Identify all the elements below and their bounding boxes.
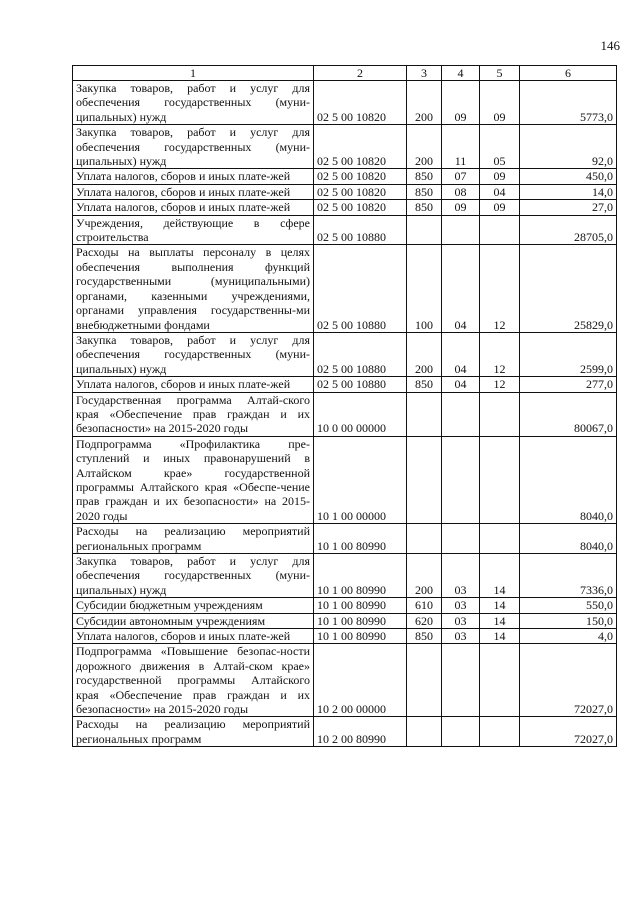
row-name: Уплата налогов, сборов и иных плате-жей	[73, 629, 314, 644]
row-name: Уплата налогов, сборов и иных плате-жей	[73, 184, 314, 199]
row-expense-type: 200	[407, 81, 442, 125]
row-name: Государственная программа Алтай-ского края «Обеспечение прав граждан и их безопасности» на 2015-2020 годы	[73, 392, 314, 436]
table-row	[73, 245, 617, 332]
row-subsection: 14	[480, 613, 520, 628]
row-section: 09	[442, 81, 480, 125]
row-code: 02 5 00 10880	[314, 245, 407, 332]
header-col-1: 1	[73, 66, 314, 81]
row-section	[442, 436, 480, 523]
row-code: 02 5 00 10820	[314, 169, 407, 184]
row-expense-type: 200	[407, 554, 442, 598]
table-row	[73, 332, 617, 376]
row-section	[442, 392, 480, 436]
row-section: 04	[442, 377, 480, 392]
row-name: Уплата налогов, сборов и иных плате-жей	[73, 169, 314, 184]
row-amount: 25829,0	[520, 245, 617, 332]
page-number: 146	[600, 38, 620, 53]
row-subsection: 09	[480, 200, 520, 215]
row-expense-type: 850	[407, 169, 442, 184]
row-expense-type	[407, 717, 442, 747]
table-row	[73, 169, 617, 184]
row-code: 10 2 00 80990	[314, 717, 407, 747]
row-section: 11	[442, 125, 480, 169]
row-section	[442, 524, 480, 554]
header-col-3: 3	[407, 66, 442, 81]
budget-table	[72, 65, 617, 747]
row-expense-type: 620	[407, 613, 442, 628]
row-amount: 28705,0	[520, 215, 617, 245]
row-subsection: 05	[480, 125, 520, 169]
row-code: 02 5 00 10820	[314, 125, 407, 169]
row-code: 02 5 00 10820	[314, 81, 407, 125]
row-amount: 277,0	[520, 377, 617, 392]
row-name: Закупка товаров, работ и услуг для обеспечения государственных (муни-ципальных) нужд	[73, 125, 314, 169]
row-name: Закупка товаров, работ и услуг для обеспечения государственных (муни-ципальных) нужд	[73, 81, 314, 125]
row-subsection	[480, 644, 520, 717]
header-col-4: 4	[442, 66, 480, 81]
row-name: Закупка товаров, работ и услуг для обеспечения государственных (муни-ципальных) нужд	[73, 554, 314, 598]
row-code: 10 1 00 80990	[314, 598, 407, 613]
row-subsection: 14	[480, 554, 520, 598]
row-amount: 550,0	[520, 598, 617, 613]
table-row	[73, 717, 617, 747]
header-row	[73, 66, 617, 81]
row-expense-type: 610	[407, 598, 442, 613]
row-name: Расходы на выплаты персоналу в целях обеспечения выполнения функций государственными (муниципальными) органами, казенными учреждениями, органами управления государственны-ми внебюджетными фондами	[73, 245, 314, 332]
row-expense-type: 850	[407, 184, 442, 199]
row-expense-type: 850	[407, 629, 442, 644]
header-col-6: 6	[520, 66, 617, 81]
row-subsection: 14	[480, 598, 520, 613]
row-section: 09	[442, 200, 480, 215]
table-row	[73, 81, 617, 125]
row-amount: 72027,0	[520, 644, 617, 717]
row-code: 10 2 00 00000	[314, 644, 407, 717]
row-code: 02 5 00 10880	[314, 215, 407, 245]
table-row	[73, 377, 617, 392]
row-name: Субсидии автономным учреждениям	[73, 613, 314, 628]
row-subsection	[480, 215, 520, 245]
row-amount: 8040,0	[520, 436, 617, 523]
row-section	[442, 644, 480, 717]
row-name: Закупка товаров, работ и услуг для обеспечения государственных (муни-ципальных) нужд	[73, 332, 314, 376]
row-subsection	[480, 392, 520, 436]
row-expense-type	[407, 436, 442, 523]
row-section: 03	[442, 613, 480, 628]
row-amount: 7336,0	[520, 554, 617, 598]
row-code: 02 5 00 10820	[314, 184, 407, 199]
row-code: 10 1 00 80990	[314, 554, 407, 598]
row-subsection: 09	[480, 81, 520, 125]
row-name: Расходы на реализацию мероприятий региональных программ	[73, 524, 314, 554]
table-row	[73, 436, 617, 523]
row-code: 10 1 00 00000	[314, 436, 407, 523]
row-code: 10 1 00 80990	[314, 524, 407, 554]
row-section	[442, 215, 480, 245]
row-subsection	[480, 524, 520, 554]
row-expense-type: 850	[407, 377, 442, 392]
table-row	[73, 629, 617, 644]
row-name: Уплата налогов, сборов и иных плате-жей	[73, 200, 314, 215]
row-expense-type	[407, 644, 442, 717]
row-subsection: 14	[480, 629, 520, 644]
row-amount: 150,0	[520, 613, 617, 628]
row-section: 07	[442, 169, 480, 184]
row-subsection	[480, 717, 520, 747]
row-name: Подпрограмма «Профилактика пре-ступлений и иных правонарушений в Алтайском крае» государственной программы Алтайского края «Обеспе-чение прав граждан и их безопасности» на 2015-2020 годы	[73, 436, 314, 523]
row-expense-type: 100	[407, 245, 442, 332]
row-section	[442, 717, 480, 747]
row-amount: 4,0	[520, 629, 617, 644]
header-col-5: 5	[480, 66, 520, 81]
row-amount: 2599,0	[520, 332, 617, 376]
row-subsection	[480, 436, 520, 523]
row-name: Подпрограмма «Повышение безопас-ности дорожного движения в Алтай-ском крае» государственной программы Алтайского края «Обеспечение прав граждан и их безопасности» на 2015-2020 годы	[73, 644, 314, 717]
table-row	[73, 598, 617, 613]
row-name: Субсидии бюджетным учреждениям	[73, 598, 314, 613]
row-section: 03	[442, 629, 480, 644]
row-section: 04	[442, 332, 480, 376]
row-expense-type: 200	[407, 125, 442, 169]
row-code: 10 1 00 80990	[314, 613, 407, 628]
row-expense-type	[407, 215, 442, 245]
row-name: Учреждения, действующие в сфере строительства	[73, 215, 314, 245]
row-section: 08	[442, 184, 480, 199]
header-col-2: 2	[314, 66, 407, 81]
table-row	[73, 215, 617, 245]
row-amount: 27,0	[520, 200, 617, 215]
row-subsection: 12	[480, 245, 520, 332]
row-subsection: 09	[480, 169, 520, 184]
row-section: 03	[442, 554, 480, 598]
table-row	[73, 392, 617, 436]
table-row	[73, 200, 617, 215]
table-row	[73, 644, 617, 717]
row-amount: 5773,0	[520, 81, 617, 125]
row-amount: 92,0	[520, 125, 617, 169]
row-section: 04	[442, 245, 480, 332]
row-amount: 8040,0	[520, 524, 617, 554]
row-code: 02 5 00 10880	[314, 377, 407, 392]
row-subsection: 12	[480, 332, 520, 376]
row-expense-type	[407, 524, 442, 554]
row-amount: 72027,0	[520, 717, 617, 747]
table-row	[73, 184, 617, 199]
row-expense-type: 850	[407, 200, 442, 215]
row-expense-type: 200	[407, 332, 442, 376]
row-code: 10 0 00 00000	[314, 392, 407, 436]
row-code: 02 5 00 10880	[314, 332, 407, 376]
table-row	[73, 613, 617, 628]
row-code: 10 1 00 80990	[314, 629, 407, 644]
row-code: 02 5 00 10820	[314, 200, 407, 215]
table-row	[73, 524, 617, 554]
row-section: 03	[442, 598, 480, 613]
table-row	[73, 554, 617, 598]
row-subsection: 12	[480, 377, 520, 392]
row-subsection: 04	[480, 184, 520, 199]
row-name: Уплата налогов, сборов и иных плате-жей	[73, 377, 314, 392]
row-amount: 80067,0	[520, 392, 617, 436]
table-body	[73, 81, 617, 747]
row-amount: 450,0	[520, 169, 617, 184]
row-name: Расходы на реализацию мероприятий региональных программ	[73, 717, 314, 747]
row-expense-type	[407, 392, 442, 436]
table-row	[73, 125, 617, 169]
row-amount: 14,0	[520, 184, 617, 199]
